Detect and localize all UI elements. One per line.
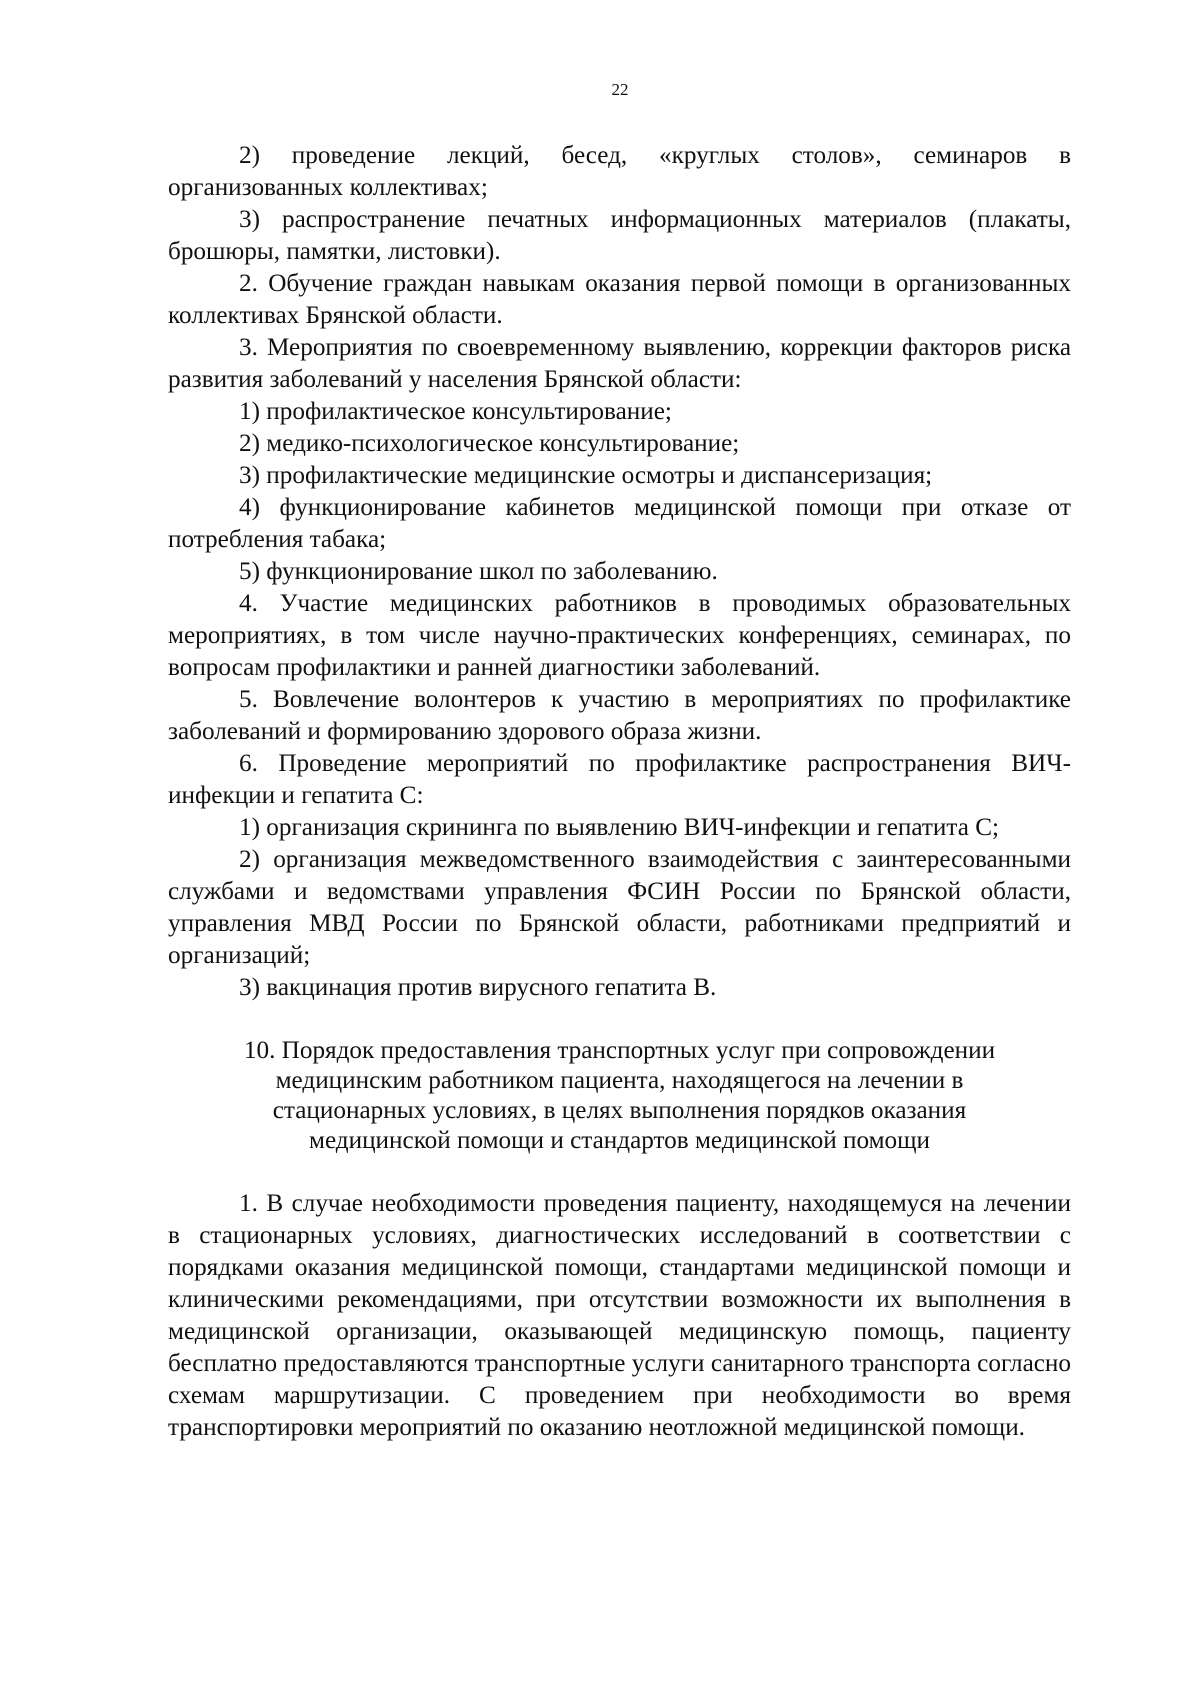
paragraph: 6. Проведение мероприятий по профилактике распространения ВИЧ-инфекции и гепатита С:: [168, 750, 1071, 809]
list-item: 5) функционирование школ по заболеванию.: [239, 558, 718, 585]
paragraph: 2) проведение лекций, бесед, «круглых столов», семинаров в организованных коллективах;: [168, 142, 1071, 201]
paragraph: 2. Обучение граждан навыкам оказания первой помощи в организованных коллективах Брянской области.: [168, 270, 1071, 329]
list-item: 3) профилактические медицинские осмотры и диспансеризация;: [239, 462, 933, 489]
page-number: 22: [611, 80, 629, 99]
list-item: 2) организация межведомственного взаимодействия с заинтересованными службами и ведомствами управления ФСИН России по Брянской области, управления МВД России по Брянской области, работниками предприятий и организаций;: [168, 846, 1071, 969]
paragraph: 4. Участие медицинских работников в проводимых образовательных мероприятиях, в том числе научно-практических конференциях, семинарах, по вопросам профилактики и ранней диагностики заболеваний.: [168, 590, 1071, 681]
list-item: 3) вакцинация против вирусного гепатита В.: [239, 974, 717, 1001]
paragraph: 1. В случае необходимости проведения пациенту, находящемуся на лечении в стационарных условиях, диагностических исследований в соответствии с порядками оказания медицинской помощи, стандартами медицинской помощи и клиническими рекомендациями, при отсутствии возможности их выполнения в медицинской организации, оказывающей медицинскую помощь, пациенту бесплатно предоставляются транспортные услуги санитарного транспорта согласно схемам маршрутизации. С проведением при необходимости во время транспортировки мероприятий по оказанию неотложной медицинской помощи.: [168, 1190, 1071, 1441]
list-item: 2) медико-психологическое консультирование;: [239, 430, 740, 457]
section-heading-line: медицинским работником пациента, находящегося на лечении в: [275, 1067, 964, 1094]
section-heading-line: 10. Порядок предоставления транспортных услуг при сопровождении: [243, 1037, 996, 1064]
document-body: [168, 140, 1071, 1444]
list-item: 1) организация скрининга по выявлению ВИЧ-инфекции и гепатита С;: [239, 814, 1000, 841]
paragraph: 3. Мероприятия по своевременному выявлению, коррекции факторов риска развития заболеваний у населения Брянской области:: [168, 334, 1071, 393]
section-heading-line: стационарных условиях, в целях выполнения порядков оказания: [272, 1097, 967, 1124]
section-heading-line: медицинской помощи и стандартов медицинской помощи: [309, 1127, 930, 1154]
list-item: 1) профилактическое консультирование;: [239, 398, 672, 425]
paragraph: 5. Вовлечение волонтеров к участию в мероприятиях по профилактике заболеваний и формированию здорового образа жизни.: [168, 686, 1071, 745]
section-heading: [168, 1036, 1071, 1156]
list-item: 4) функционирование кабинетов медицинской помощи при отказе от потребления табака;: [168, 494, 1071, 553]
paragraph: 3) распространение печатных информационных материалов (плакаты, брошюры, памятки, листовки).: [168, 206, 1071, 265]
spacer: [168, 1156, 1071, 1188]
